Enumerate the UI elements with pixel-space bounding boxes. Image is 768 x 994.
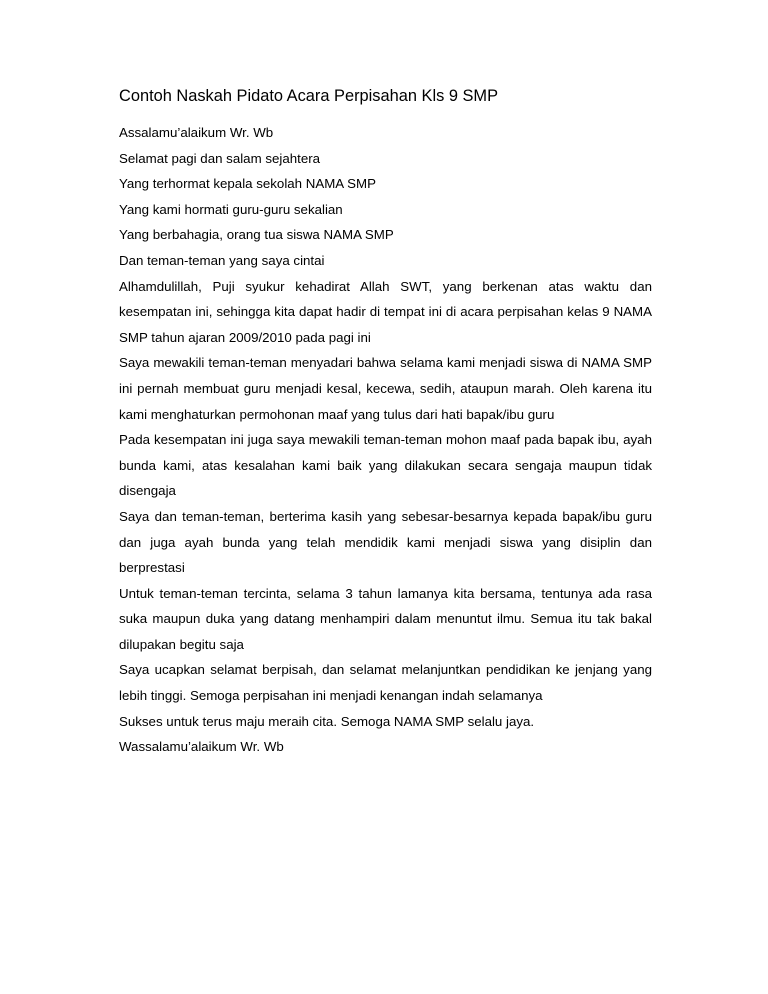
document-title: Contoh Naskah Pidato Acara Perpisahan Kls 9 SMP (119, 87, 499, 105)
paragraph-thanks: Saya dan teman-teman, berterima kasih yang sebesar-besarnya kepada bapak/ibu guru dan juga ayah bunda yang telah mendidik kami menjadi siswa yang disiplin dan berprestasi (119, 508, 652, 576)
greeting-friends: Dan teman-teman yang saya cintai (119, 252, 325, 268)
paragraph-success: Sukses untuk terus maju meraih cita. Semoga NAMA SMP selalu jaya. (119, 713, 535, 729)
greeting-salam: Assalamu’alaikum Wr. Wb (119, 125, 274, 140)
paragraph-apology-parents: Pada kesempatan ini juga saya mewakili teman-teman mohon maaf pada bapak ibu, ayah bunda kami, atas kesalahan kami baik yang dilakukan secara sengaja maupun tidak disengaja (119, 432, 652, 499)
document-page (119, 84, 652, 760)
greeting-teachers: Yang kami hormati guru-guru sekalian (119, 201, 343, 217)
greeting-morning: Selamat pagi dan salam sejahtera (119, 150, 321, 166)
closing-salam: Wassalamu’alaikum Wr. Wb (119, 739, 284, 755)
paragraph-farewell: Saya ucapkan selamat berpisah, dan selamat melanjuntkan pendidikan ke jenjang yang lebih tinggi. Semoga perpisahan ini menjadi kenangan indah selamanya (119, 662, 652, 704)
paragraph-apology-teachers: Saya mewakili teman-teman menyadari bahwa selama kami menjadi siswa di NAMA SMP ini pernah membuat guru menjadi kesal, kecewa, sedih, ataupun marah. Oleh karena itu kami menghaturkan permohonan maaf yang tulus dari hati bapak/ibu guru (119, 355, 652, 422)
paragraph-gratitude: Alhamdulillah, Puji syukur kehadirat Allah SWT, yang berkenan atas waktu dan kesempatan ini, sehingga kita dapat hadir di tempat ini di acara perpisahan kelas 9 NAMA SMP tahun ajaran 2009/2010 pada pagi ini (119, 278, 652, 345)
greeting-parents: Yang berbahagia, orang tua siswa NAMA SMP (119, 227, 394, 243)
paragraph-friends: Untuk teman-teman tercinta, selama 3 tahun lamanya kita bersama, tentunya ada rasa suka maupun duka yang datang menhampiri dalam menuntut ilmu. Semua itu tak bakal dilupakan begitu saja (119, 585, 652, 652)
greeting-principal: Yang terhormat kepala sekolah NAMA SMP (119, 176, 376, 192)
